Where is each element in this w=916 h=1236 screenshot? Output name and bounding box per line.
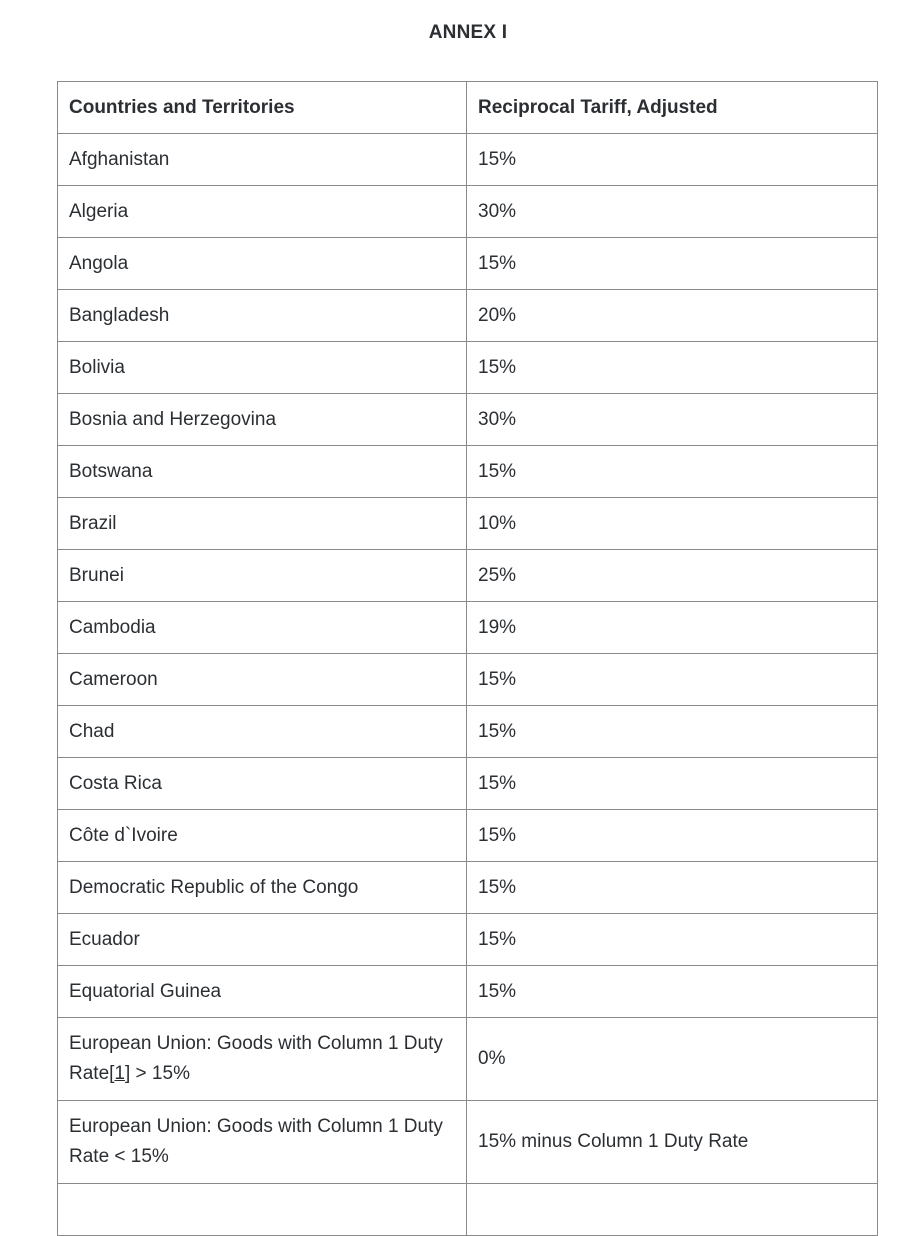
country-cell bbox=[58, 1184, 467, 1236]
country-cell: Afghanistan bbox=[58, 134, 467, 186]
tariff-cell: 19% bbox=[467, 602, 878, 654]
country-cell: Angola bbox=[58, 238, 467, 290]
tariff-cell: 15% minus Column 1 Duty Rate bbox=[467, 1101, 878, 1184]
country-cell: Ecuador bbox=[58, 914, 467, 966]
column-header-country: Countries and Territories bbox=[58, 82, 467, 134]
table-row bbox=[58, 1018, 878, 1101]
table-row bbox=[58, 1101, 878, 1184]
table-row bbox=[58, 290, 878, 342]
tariff-cell: 15% bbox=[467, 134, 878, 186]
tariff-cell: 15% bbox=[467, 238, 878, 290]
table-row bbox=[58, 498, 878, 550]
table-row bbox=[58, 238, 878, 290]
tariff-cell: 15% bbox=[467, 758, 878, 810]
tariff-cell: 15% bbox=[467, 706, 878, 758]
table-row bbox=[58, 758, 878, 810]
tariff-cell: 15% bbox=[467, 446, 878, 498]
country-cell: Democratic Republic of the Congo bbox=[58, 862, 467, 914]
country-cell: Chad bbox=[58, 706, 467, 758]
table-row bbox=[58, 550, 878, 602]
country-text: ] > 15% bbox=[125, 1063, 190, 1084]
tariff-cell: 20% bbox=[467, 290, 878, 342]
table-row bbox=[58, 394, 878, 446]
country-cell: Brunei bbox=[58, 550, 467, 602]
table-row bbox=[58, 810, 878, 862]
country-cell: Cambodia bbox=[58, 602, 467, 654]
country-cell: Bangladesh bbox=[58, 290, 467, 342]
country-cell: Cameroon bbox=[58, 654, 467, 706]
tariff-cell: 30% bbox=[467, 394, 878, 446]
country-cell: Brazil bbox=[58, 498, 467, 550]
tariff-cell: 0% bbox=[467, 1018, 878, 1101]
table-row bbox=[58, 862, 878, 914]
table-row bbox=[58, 602, 878, 654]
tariff-table bbox=[57, 81, 878, 1236]
country-cell: European Union: Goods with Column 1 Duty Rate < 15% bbox=[58, 1101, 467, 1184]
tariff-cell: 15% bbox=[467, 654, 878, 706]
table-row bbox=[58, 1184, 878, 1236]
country-cell: Bolivia bbox=[58, 342, 467, 394]
tariff-cell: 15% bbox=[467, 862, 878, 914]
tariff-cell: 15% bbox=[467, 914, 878, 966]
country-cell: Botswana bbox=[58, 446, 467, 498]
country-cell: Equatorial Guinea bbox=[58, 966, 467, 1018]
country-cell: Côte d`Ivoire bbox=[58, 810, 467, 862]
table-row bbox=[58, 342, 878, 394]
country-text: European Union: Goods with Column 1 Duty Rate[ bbox=[69, 1033, 443, 1084]
tariff-cell: 15% bbox=[467, 810, 878, 862]
country-cell: Algeria bbox=[58, 186, 467, 238]
country-cell: Costa Rica bbox=[58, 758, 467, 810]
tariff-cell bbox=[467, 1184, 878, 1236]
country-cell bbox=[58, 1018, 467, 1101]
table-row bbox=[58, 966, 878, 1018]
country-cell: Bosnia and Herzegovina bbox=[58, 394, 467, 446]
table-header-row bbox=[58, 82, 878, 134]
table-row bbox=[58, 446, 878, 498]
tariff-cell: 10% bbox=[467, 498, 878, 550]
table-row bbox=[58, 914, 878, 966]
table-row bbox=[58, 134, 878, 186]
table-row bbox=[58, 706, 878, 758]
column-header-tariff: Reciprocal Tariff, Adjusted bbox=[467, 82, 878, 134]
table-row bbox=[58, 654, 878, 706]
tariff-cell: 15% bbox=[467, 342, 878, 394]
table-row bbox=[58, 186, 878, 238]
footnote-link[interactable]: 1 bbox=[114, 1063, 125, 1084]
page-title: ANNEX I bbox=[428, 22, 508, 43]
tariff-cell: 30% bbox=[467, 186, 878, 238]
tariff-cell: 15% bbox=[467, 966, 878, 1018]
tariff-cell: 25% bbox=[467, 550, 878, 602]
